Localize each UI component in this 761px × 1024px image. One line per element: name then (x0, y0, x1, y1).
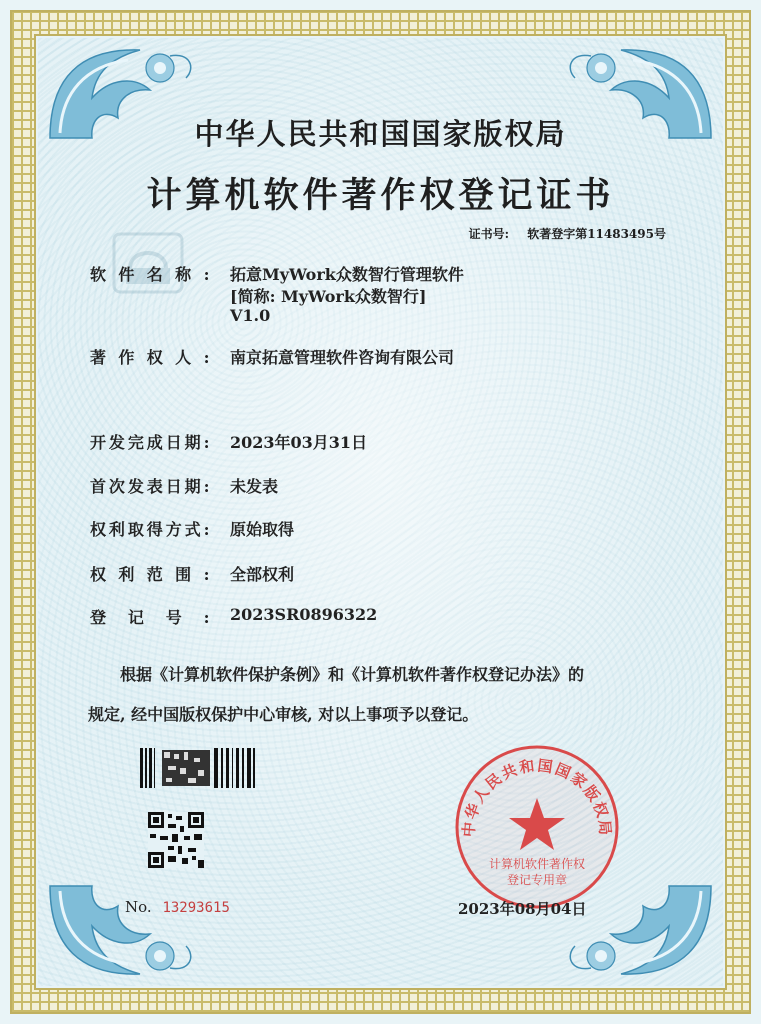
rights-scope-value: 全部权利 (230, 565, 295, 584)
dev-date-value: 2023年03月31日 (230, 433, 368, 452)
seal-line-2: 登记专用章 (506, 873, 568, 887)
certificate-number-value: 软著登字第11483495号 (527, 227, 666, 241)
qr-code-icon (148, 812, 204, 868)
software-short-name: [简称: MyWork众数智行] (230, 287, 427, 306)
rights-scope-label: 权利范围: (90, 565, 210, 584)
serial-number (125, 898, 230, 916)
issuer-title: 中华人民共和国国家版权局 (194, 117, 567, 151)
seal-line-1: 计算机软件著作权 (488, 857, 586, 871)
software-name-label: 软件名称: (90, 265, 210, 284)
certificate-number (469, 225, 666, 242)
registration-number-label: 登记号: (90, 608, 210, 627)
dev-date-label: 开发完成日期: (90, 433, 210, 452)
statement-line-1: 根据《计算机软件保护条例》和《计算机软件著作权登记办法》的 (120, 665, 585, 684)
owner-label: 著作权人: (90, 348, 210, 367)
acquire-method-value: 原始取得 (230, 520, 295, 539)
seal-ring-text: 中华人民共和国国家版权局 (459, 756, 615, 838)
certificate-number-label: 证书号: (468, 227, 509, 241)
barcode-icon (140, 748, 256, 788)
corner-ornament-icon (40, 876, 200, 986)
registration-number-value: 2023SR0896322 (230, 605, 378, 624)
acquire-method-label: 权利取得方式: (90, 520, 210, 539)
statement-paragraph (88, 655, 688, 735)
issue-date: 2023年08月04日 (458, 900, 587, 918)
owner-value: 南京拓意管理软件咨询有限公司 (230, 348, 455, 367)
pub-date-value: 未发表 (230, 477, 279, 496)
statement-line-2: 规定, 经中国版权保护中心审核, 对以上事项予以登记。 (88, 705, 479, 724)
software-version: V1.0 (230, 306, 271, 325)
pub-date-label: 首次发表日期: (90, 477, 210, 496)
official-seal (452, 742, 622, 912)
serial-number-label: No. (125, 898, 152, 916)
certificate-title: 计算机软件著作权登记证书 (146, 175, 615, 216)
software-name-value: 拓意MyWork众数智行管理软件 (230, 265, 464, 284)
serial-number-value: 13293615 (162, 900, 230, 916)
